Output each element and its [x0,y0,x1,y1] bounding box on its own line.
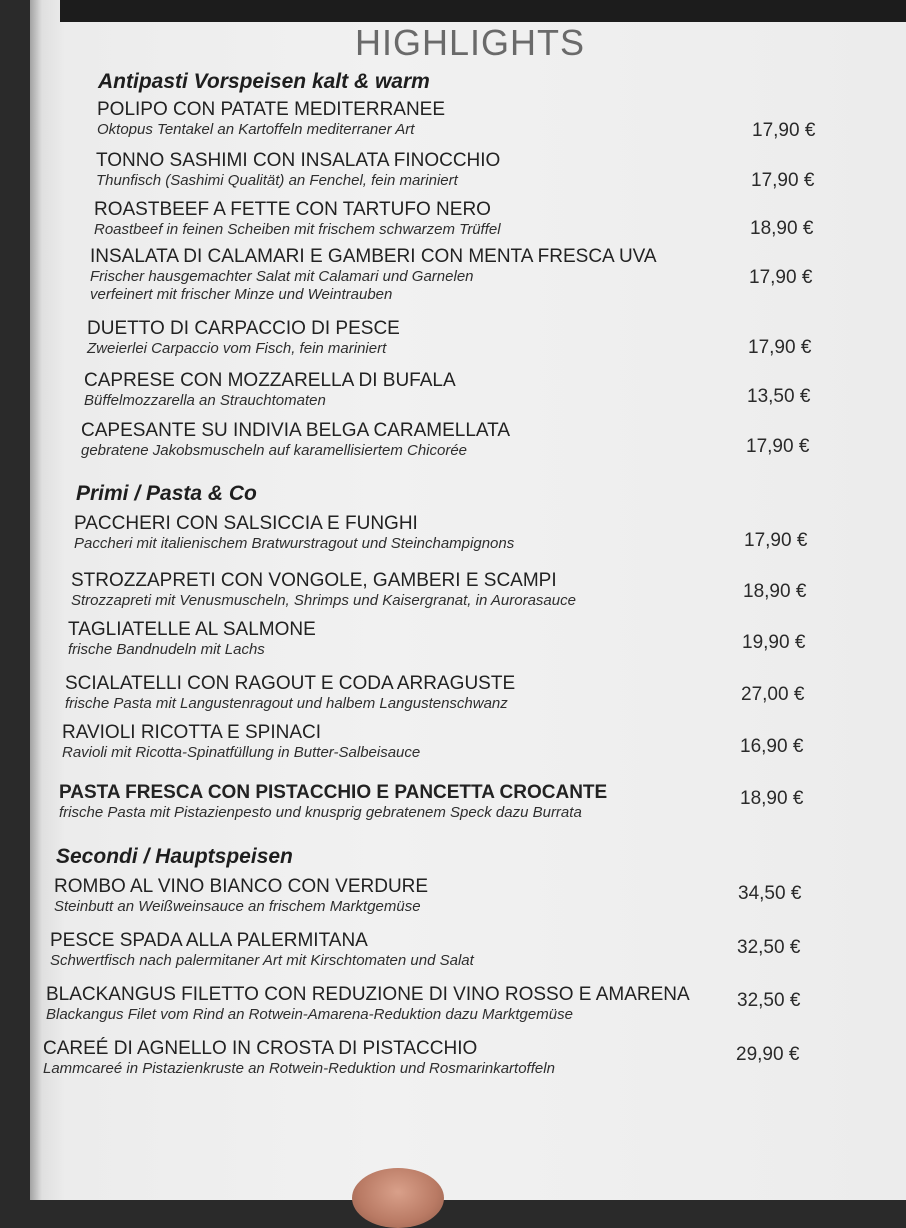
menu-item [84,370,844,410]
menu-item [50,930,810,970]
item-name: TONNO SASHIMI CON INSALATA FINOCCHIO [96,150,501,171]
item-description: frische Pasta mit Pistazienpesto und knusprig gebratenem Speck dazu Burrata [59,804,582,821]
item-description: gebratene Jakobsmuscheln auf karamellisiertem Chicorée [81,442,468,459]
menu-item [62,722,822,762]
item-name: SCIALATELLI CON RAGOUT E CODA ARRAGUSTE [65,673,516,694]
item-description: Schwertfisch nach palermitaner Art mit Kirschtomaten und Salat [50,952,474,969]
item-name: ROMBO AL VINO BIANCO CON VERDURE [54,876,429,897]
section-title-secondi: Secondi / Hauptspeisen [56,845,293,868]
item-description: Strozzapreti mit Venusmuscheln, Shrimps und Kaisergranat, in Aurorasauce [71,592,576,609]
item-name: RAVIOLI RICOTTA E SPINACI [62,722,322,743]
item-price: 17,90 € [746,436,810,457]
item-description: frische Pasta mit Langustenragout und halbem Langustenschwanz [65,695,508,712]
item-name: TAGLIATELLE AL SALMONE [68,619,316,640]
item-name: INSALATA DI CALAMARI E GAMBERI CON MENTA FRESCA UVA [90,246,657,267]
menu-item [68,619,828,659]
item-description: Blackangus Filet vom Rind an Rotwein-Amarena-Reduktion dazu Marktgemüse [46,1006,573,1023]
item-name: POLIPO CON PATATE MEDITERRANEE [97,99,446,120]
item-name: BLACKANGUS FILETTO CON REDUZIONE DI VINO ROSSO E AMARENA [46,984,690,1005]
item-price: 18,90 € [743,581,807,602]
item-name: CAPRESE CON MOZZARELLA DI BUFALA [84,370,456,391]
finger-thumb [352,1168,444,1228]
item-description: Büffelmozzarella an Strauchtomaten [84,392,326,409]
item-price: 32,50 € [737,990,801,1011]
item-price: 17,90 € [752,120,816,141]
item-price: 16,90 € [740,736,804,757]
menu-item [87,318,847,358]
item-name: STROZZAPRETI CON VONGOLE, GAMBERI E SCAMPI [71,570,557,591]
menu-item [90,246,850,304]
menu-item [54,876,814,916]
menu-item [59,782,819,822]
item-name: CAPESANTE SU INDIVIA BELGA CARAMELLATA [81,420,511,441]
item-price: 17,90 € [748,337,812,358]
item-name: PESCE SPADA ALLA PALERMITANA [50,930,368,951]
menu-item [96,150,856,190]
item-name: ROASTBEEF A FETTE CON TARTUFO NERO [94,199,491,220]
item-price: 18,90 € [740,788,804,809]
item-description: Ravioli mit Ricotta-Spinatfüllung in Butter-Salbeisauce [62,744,421,761]
item-price: 19,90 € [742,632,806,653]
item-price: 29,90 € [736,1044,800,1065]
menu-item [81,420,841,460]
item-description: Paccheri mit italienischem Bratwurstragout und Steinchampignons [74,535,515,552]
menu-item [71,570,831,610]
item-price: 32,50 € [737,937,801,958]
section-title-primi: Primi / Pasta & Co [76,482,257,505]
item-price: 18,90 € [750,218,814,239]
item-description: Steinbutt an Weißweinsauce an frischem Marktgemüse [54,898,421,915]
item-description: frische Bandnudeln mit Lachs [68,641,265,658]
item-price: 13,50 € [747,386,811,407]
item-name: CAREÉ DI AGNELLO IN CROSTA DI PISTACCHIO [43,1038,478,1059]
menu-item [43,1038,803,1078]
menu-item [65,673,825,713]
item-price: 17,90 € [751,170,815,191]
menu-item [97,99,857,139]
item-description: Lammcareé in Pistazienkruste an Rotwein-Reduktion und Rosmarinkartoffeln [43,1060,555,1077]
item-price: 17,90 € [744,530,808,551]
item-name: DUETTO DI CARPACCIO DI PESCE [87,318,400,339]
section-title-antipasti: Antipasti Vorspeisen kalt & warm [98,70,430,93]
menu-title: HIGHLIGHTS [355,22,586,63]
item-description-line2: verfeinert mit frischer Minze und Weintrauben [90,286,393,303]
menu-item [74,513,834,553]
item-description: Roastbeef in feinen Scheiben mit frischem schwarzem Trüffel [94,221,501,238]
item-description: Oktopus Tentakel an Kartoffeln mediterraner Art [97,121,415,138]
item-description: Frischer hausgemachter Salat mit Calamari und Garnelen [90,268,474,285]
item-description: Thunfisch (Sashimi Qualität) an Fenchel, fein mariniert [96,172,458,189]
menu-item [94,199,854,239]
item-price: 27,00 € [741,684,805,705]
item-price: 17,90 € [749,267,813,288]
item-description: Zweierlei Carpaccio vom Fisch, fein mariniert [87,340,387,357]
menu-item [46,984,806,1024]
item-name: PASTA FRESCA CON PISTACCHIO E PANCETTA CROCANTE [59,782,608,803]
item-name: PACCHERI CON SALSICCIA E FUNGHI [74,513,418,534]
item-price: 34,50 € [738,883,802,904]
